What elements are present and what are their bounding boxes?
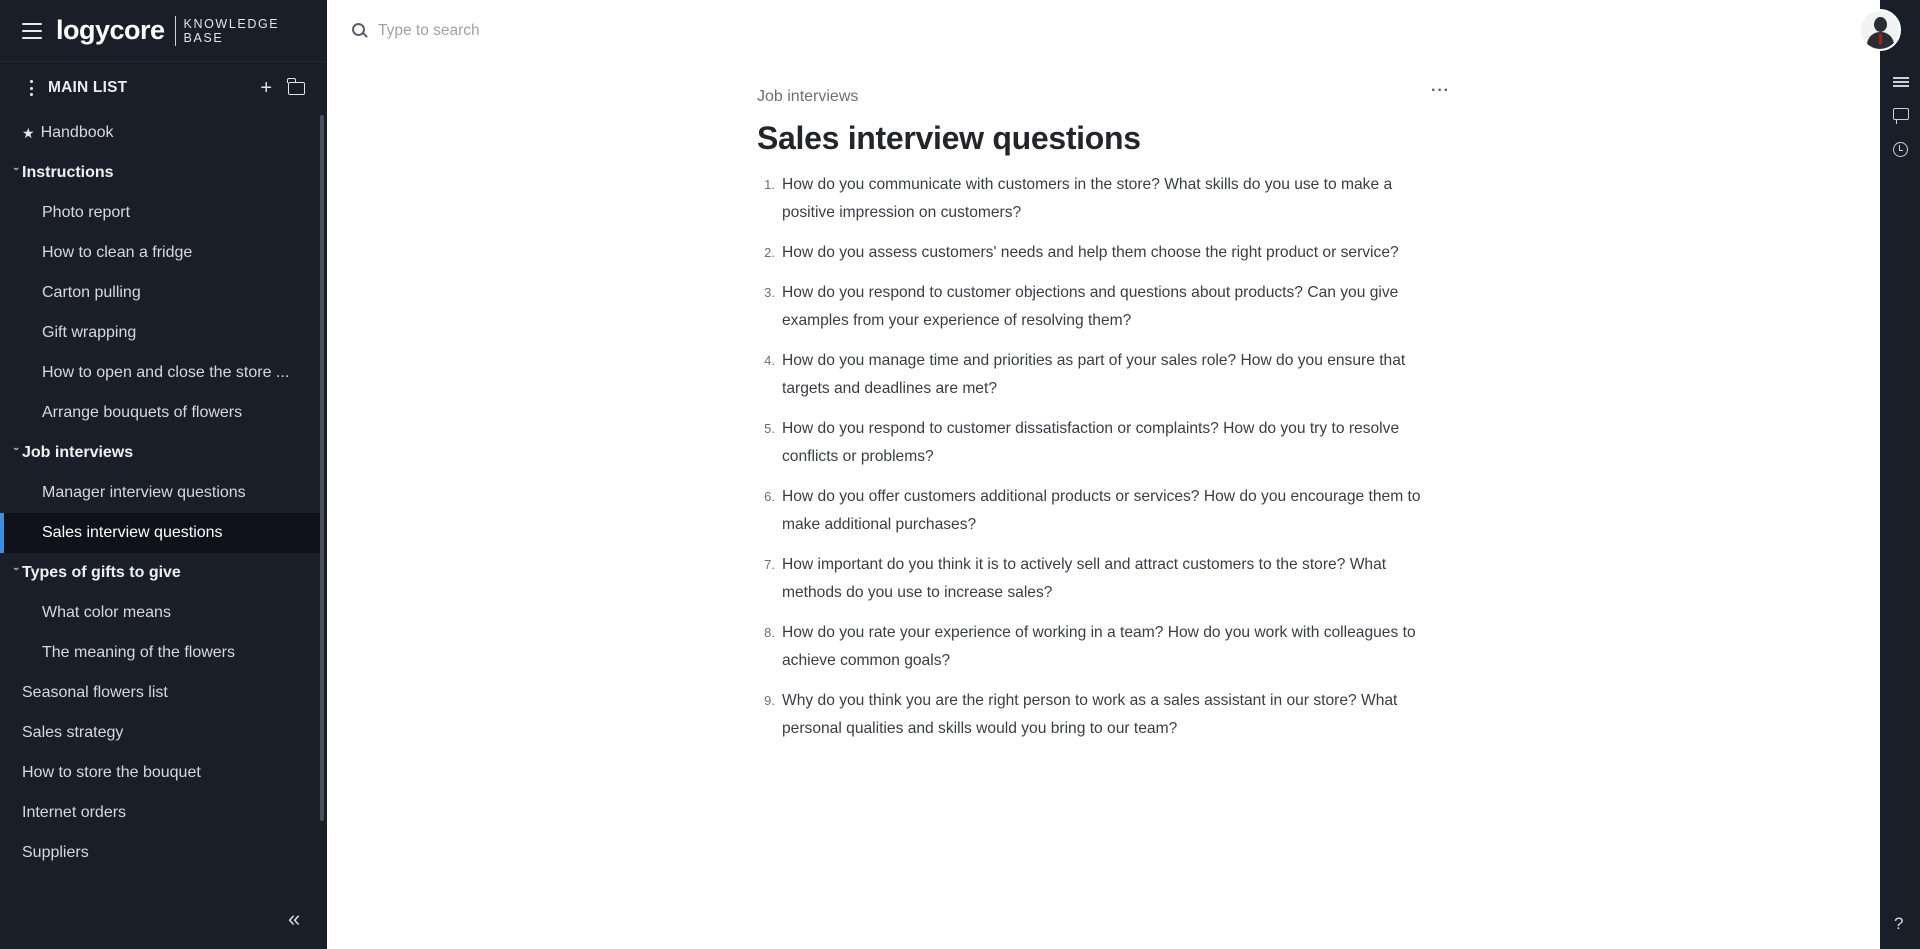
sidebar-item[interactable] [0,353,320,393]
table-of-contents-icon[interactable] [1893,77,1909,91]
sidebar-item-label: Seasonal flowers list [22,684,168,701]
question-item [757,415,1447,471]
sidebar-item[interactable] [0,233,320,273]
sidebar-item-label: How to clean a fridge [42,244,193,261]
sidebar-item-label: Photo report [42,204,131,221]
sidebar-item-label: Handbook [40,124,114,141]
sidebar-item[interactable] [0,393,320,433]
sidebar [0,0,327,949]
logo-subtitle-line1: KNOWLEDGE [183,16,280,31]
question-item [757,279,1447,335]
help-icon[interactable]: ? [1894,914,1904,933]
question-text: How important do you think it is to actively sell and attract customers to the store? What methods do you use to increase sales? [782,556,1387,601]
question-item [757,171,1447,227]
sidebar-item-label: Sales strategy [22,724,124,741]
logo-subtitle [184,17,280,45]
question-item [757,551,1447,607]
folder-icon[interactable] [288,82,305,95]
question-text: How do you respond to customer objections and questions about products? Can you give examples from your experience of resolving them? [782,284,1399,329]
question-item [757,483,1447,539]
sidebar-item[interactable] [0,713,320,753]
sidebar-item[interactable] [0,793,320,833]
breadcrumb[interactable]: Job interviews [757,88,859,105]
history-icon[interactable] [1893,142,1908,157]
question-number: 5. [764,421,775,436]
sidebar-item-label: Sales interview questions [42,524,223,541]
list-title[interactable]: MAIN LIST [48,79,128,96]
question-number: 7. [764,557,775,572]
sidebar-item[interactable] [0,113,320,153]
sidebar-item-label: Internet orders [22,804,127,821]
sidebar-item[interactable] [0,313,320,353]
sidebar-scrollbar[interactable] [320,115,324,821]
page-title: Sales interview questions [757,120,1141,156]
question-text: How do you assess customers' needs and help them choose the right product or service? [782,244,1399,261]
question-number: 9. [764,693,775,708]
app-logo[interactable]: logycore [56,15,165,45]
sidebar-item-label: Gift wrapping [42,324,137,341]
sidebar-item-label: Arrange bouquets of flowers [42,404,243,421]
sidebar-group[interactable] [0,153,320,193]
question-number: 8. [764,625,775,640]
question-item [757,619,1447,675]
sidebar-item-label: The meaning of the flowers [42,644,235,661]
question-item [757,239,1447,267]
logo-subtitle-line2: BASE [183,30,224,45]
question-item [757,347,1447,403]
chevron-down-icon[interactable]: › [10,167,22,171]
sidebar-item[interactable] [0,193,320,233]
sidebar-group[interactable] [0,433,320,473]
sidebar-item[interactable] [0,833,320,873]
question-text: Why do you think you are the right person to work as a sales assistant in our store? What personal qualities and skills would you bring to our team? [782,692,1398,737]
search-bar [327,0,1880,62]
add-page-icon[interactable]: + [260,77,272,99]
sidebar-item-label: Types of gifts to give [22,564,181,581]
sidebar-item-label: Suppliers [22,844,89,861]
sidebar-item[interactable] [0,473,320,513]
star-icon: ★ [22,124,35,141]
sidebar-item-label: Instructions [22,164,114,181]
comments-icon[interactable] [1893,108,1909,120]
question-text: How do you manage time and priorities as part of your sales role? How do you ensure that targets and deadlines are met? [782,352,1406,397]
collapse-sidebar-icon[interactable]: « [288,906,301,931]
question-number: 4. [764,353,775,368]
sidebar-item-label: Job interviews [22,444,134,461]
sidebar-item-label: Manager interview questions [42,484,246,501]
list-header [0,62,327,114]
sidebar-item[interactable] [0,513,320,553]
sidebar-item-label: Carton pulling [42,284,141,301]
logo-divider [175,16,176,46]
sidebar-group[interactable] [0,553,320,593]
question-number: 2. [764,245,775,260]
question-text: How do you communicate with customers in the store? What skills do you use to make a positive impression on customers? [782,176,1393,221]
question-number: 1. [764,177,775,192]
sidebar-item[interactable] [0,273,320,313]
hamburger-menu-icon[interactable] [22,23,42,39]
sidebar-item[interactable] [0,593,320,633]
chevron-down-icon[interactable]: › [10,567,22,571]
sidebar-nav [0,113,320,873]
question-item [757,687,1447,743]
sidebar-item-label: How to open and close the store ... [42,364,290,381]
question-number: 6. [764,489,775,504]
sidebar-item[interactable] [0,673,320,713]
user-avatar[interactable] [1859,9,1901,51]
question-text: How do you offer customers additional products or services? How do you encourage them to make additional purchases? [782,488,1421,533]
list-options-icon[interactable] [26,80,36,96]
brand-bar [0,0,327,62]
chevron-down-icon[interactable]: › [10,447,22,451]
sidebar-item[interactable] [0,633,320,673]
question-text: How do you respond to customer dissatisfaction or complaints? How do you try to resolve conflicts or problems? [782,420,1400,465]
question-text: How do you rate your experience of working in a team? How do you work with colleagues to achieve common goals? [782,624,1416,669]
search-input[interactable] [378,22,978,40]
question-number: 3. [764,285,775,300]
search-icon[interactable] [352,23,368,39]
sidebar-item[interactable] [0,753,320,793]
more-options-icon[interactable]: ··· [1431,82,1450,99]
question-list [757,171,1447,743]
article [757,82,1450,755]
sidebar-item-label: What color means [42,604,171,621]
sidebar-item-label: How to store the bouquet [22,764,201,781]
